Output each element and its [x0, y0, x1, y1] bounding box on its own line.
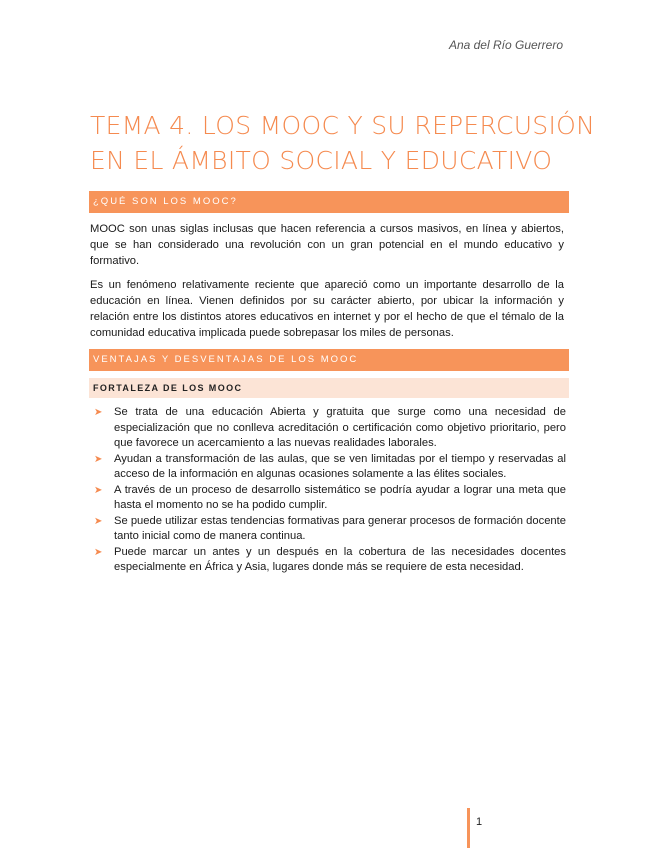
list-item: ➤ Se puede utilizar estas tendencias formativas para generar procesos de formación docente tanto inicial como de manera continua.	[94, 514, 566, 542]
section-heading-que-son: ¿QUÉ SON LOS MOOC?	[89, 191, 569, 213]
arrow-bullet-icon: ➤	[94, 546, 103, 558]
arrow-bullet-icon: ➤	[94, 515, 103, 527]
subheading-fortaleza: FORTALEZA DE LOS MOOC	[89, 378, 569, 398]
list-item: ➤ A través de un proceso de desarrollo sistemático se podría ayudar a lograr una meta que hasta el momento no se ha podido cumplir.	[94, 483, 566, 511]
arrow-bullet-icon: ➤	[94, 484, 103, 496]
list-item: ➤ Ayudan a transformación de las aulas, que se ven limitadas por el tiempo y reservadas al acceso de la información en algunas ocasiones solamente a las élites sociales.	[94, 452, 566, 480]
list-item: ➤ Puede marcar un antes y un después en la cobertura de las necesidades docentes especialmente en África y Asia, lugares donde más se requiere de esta necesidad.	[94, 545, 566, 573]
page-title	[90, 108, 596, 178]
list-item: ➤ Se trata de una educación Abierta y gratuita que surge como una necesidad de especialización que no conlleva acreditación o certificación como objetivo prioritario, pero que favorece un acercamiento a las nuevas realidades laborales.	[94, 406, 566, 449]
title-line-2: EN EL ÁMBITO SOCIAL Y EDUCATIVO	[90, 146, 553, 175]
paragraph-1: MOOC son unas siglas inclusas que hacen referencia a cursos masivos, en línea y abiertos, que se han considerado una revolución con un gran potencial en el mundo educativo y formativo.	[90, 223, 564, 267]
arrow-bullet-icon: ➤	[94, 407, 103, 418]
footer-divider	[467, 808, 470, 848]
header-author: Ana del Río Guerrero	[448, 38, 563, 52]
paragraph-2: Es un fenómeno relativamente reciente que apareció como un importante desarrollo de la educación en línea. Vienen definidos por su carácter abierto, por ubicar la información y relación entre los distintos atores educativos en internet y por el hecho de que el témalo de la comunidad educativa implicada puede sobrepasar los miles de personas.	[90, 279, 564, 339]
section-heading-ventajas: VENTAJAS Y DESVENTAJAS DE LOS MOOC	[89, 349, 569, 371]
fortaleza-list	[90, 405, 566, 576]
page-number: 1	[476, 816, 483, 828]
title-line-1: TEMA 4. LOS MOOC Y SU REPERCUSIÓN	[90, 111, 596, 140]
arrow-bullet-icon: ➤	[94, 453, 103, 465]
